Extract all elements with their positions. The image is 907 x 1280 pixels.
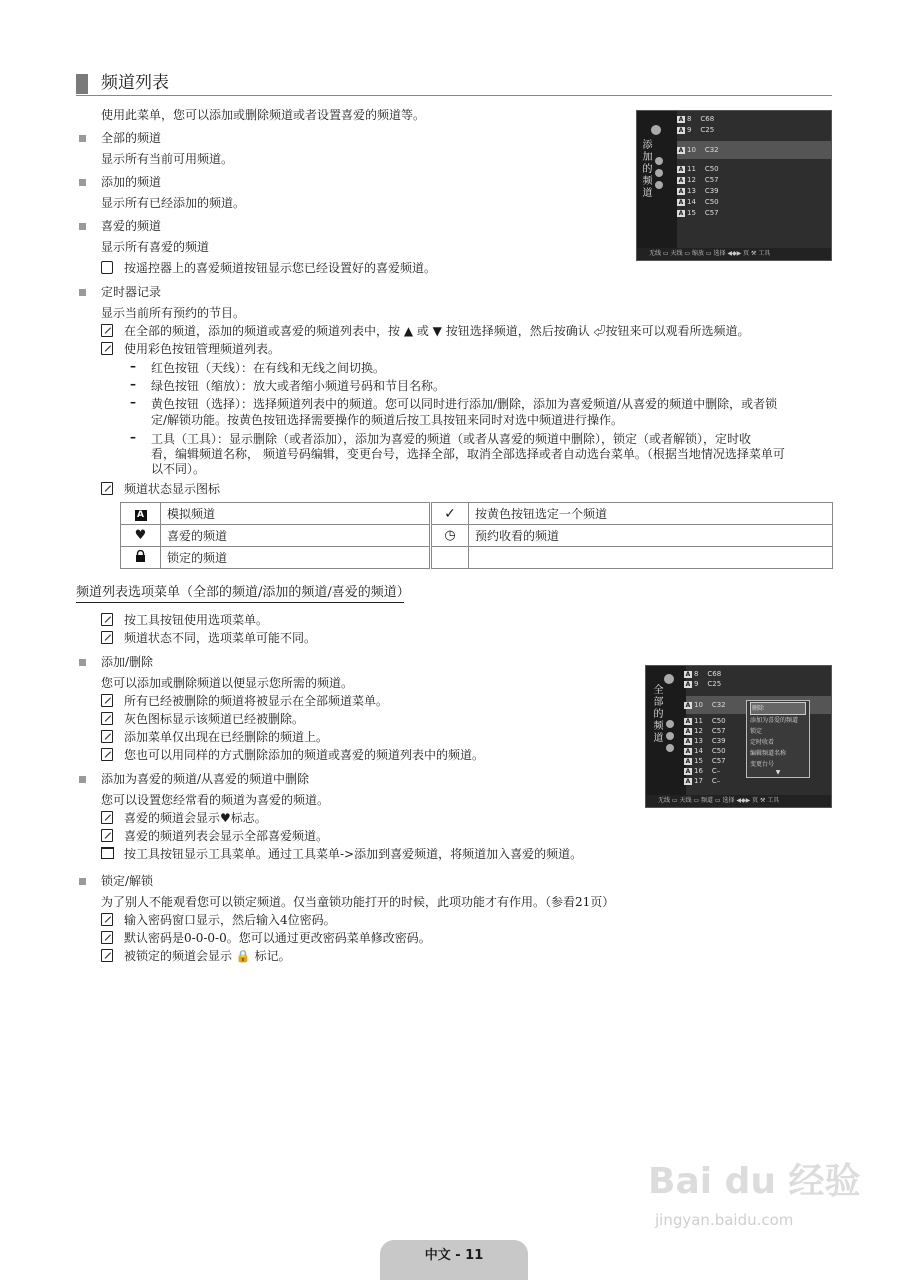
color-button-text: 定/解锁功能。按黄色按钮选择需要操作的频道后按工具按钮来同时对选中频道进行操作。 bbox=[151, 413, 624, 427]
note-text: 灰色图标显示该频道已经被删除。 bbox=[124, 712, 305, 726]
tools-icon bbox=[101, 847, 114, 859]
remote-icon bbox=[101, 261, 113, 274]
note-icon bbox=[101, 829, 113, 842]
color-button-text: 工具（工具）：显示删除（或者添加），添加为喜爱的频道（或者从喜爱的频道中删除），锁定（或者解锁），定时收 bbox=[151, 432, 752, 446]
note-text: 喜爱的频道会显示♥标志。 bbox=[124, 811, 267, 825]
color-button-text: 红色按钮（天线）：在有线和无线之间切换。 bbox=[151, 361, 386, 375]
options-heading: 频道列表选项菜单（全部的频道/添加的频道/喜爱的频道） bbox=[76, 585, 410, 600]
note-text: 被锁定的频道会显示 🔒 标记。 bbox=[124, 949, 291, 963]
menu-item[interactable]: 锁定 bbox=[750, 728, 763, 735]
tv-screen-all-channels bbox=[645, 665, 832, 808]
channel-row: A 8 C68 bbox=[685, 670, 722, 678]
item-title: 定时器记录 bbox=[101, 285, 162, 299]
note-icon bbox=[101, 730, 113, 743]
check-icon: ✓ bbox=[431, 503, 469, 525]
menu-item[interactable]: 定时收看 bbox=[750, 739, 775, 746]
tv-title: 添加的频道 bbox=[640, 139, 651, 199]
note-icon bbox=[101, 482, 113, 495]
color-button-text: 绿色按钮（缩放）：放大或者缩小频道号码和节目名称。 bbox=[151, 379, 446, 393]
table-row bbox=[121, 547, 833, 569]
channel-row: A 12 C57 bbox=[678, 176, 719, 184]
note-icon bbox=[101, 811, 113, 824]
channel-row: A 11 C50 bbox=[678, 165, 719, 173]
note-text: 您也可以用同样的方式删除添加的频道或喜爱的频道列表中的频道。 bbox=[124, 748, 485, 762]
table-row bbox=[121, 525, 833, 547]
note-icon bbox=[101, 712, 113, 725]
note-icon bbox=[101, 342, 113, 355]
item-title: 添加的频道 bbox=[101, 175, 162, 189]
channel-row: A 13 C39 bbox=[685, 737, 726, 745]
analog-icon: A bbox=[121, 503, 161, 525]
clock-icon bbox=[655, 181, 663, 189]
note-text: 按遥控器上的喜爱频道按钮显示您已经设置好的喜爱频道。 bbox=[124, 261, 437, 275]
tools-icon bbox=[666, 720, 674, 728]
section-rule bbox=[76, 95, 832, 96]
item-title: 添加为喜爱的频道/从喜爱的频道中删除 bbox=[101, 772, 310, 786]
dash-bullet: – bbox=[130, 359, 136, 373]
clock-icon bbox=[666, 744, 674, 752]
channel-row: A 15 C57 bbox=[685, 757, 726, 765]
empty-cell bbox=[431, 547, 469, 569]
note-text: 频道状态显示图标 bbox=[124, 482, 221, 496]
dash-bullet: – bbox=[130, 430, 136, 444]
antenna-icon bbox=[664, 674, 674, 684]
channel-row: A 10 C32 bbox=[685, 701, 726, 709]
channel-row: A 15 C57 bbox=[678, 209, 719, 217]
menu-item[interactable]: 删除 bbox=[750, 702, 806, 715]
note-text: 所有已经被删除的频道将被显示在全部频道菜单。 bbox=[124, 694, 389, 708]
intro-text: 使用此菜单，您可以添加或删除频道或者设置喜爱的频道等。 bbox=[101, 108, 426, 122]
status-label: 按黄色按钮选定一个频道 bbox=[469, 503, 833, 525]
item-desc: 显示所有已经添加的频道。 bbox=[101, 196, 246, 210]
color-button-text: 看，编辑频道名称， 频道号码编辑，变更台号，选择全部，取消全部选择或者自动选台菜单。（根据当地情况选择菜单可 bbox=[151, 447, 785, 461]
tv-screen-added-channels bbox=[636, 110, 832, 261]
note-icon bbox=[101, 324, 113, 337]
item-title: 喜爱的频道 bbox=[101, 219, 162, 233]
tools-popup-menu bbox=[746, 700, 810, 778]
item-title: 添加/删除 bbox=[101, 655, 154, 669]
color-button-text: 以不同）。 bbox=[151, 462, 206, 476]
options-heading-underline bbox=[76, 602, 404, 603]
channel-row: A 9 C25 bbox=[678, 126, 715, 134]
note-icon bbox=[101, 949, 113, 962]
item-desc: 显示所有当前可用频道。 bbox=[101, 152, 234, 166]
menu-item[interactable]: 添加为喜爱的频道 bbox=[750, 717, 799, 724]
item-desc: 您可以添加或删除频道以便显示您所需的频道。 bbox=[101, 676, 354, 690]
note-text: 喜爱的频道列表会显示全部喜爱频道。 bbox=[124, 829, 329, 843]
channel-row: A 17 C– bbox=[685, 777, 721, 785]
note-text: 使用彩色按钮管理频道列表。 bbox=[124, 342, 281, 356]
clock-icon: ◷ bbox=[431, 525, 469, 547]
table-row bbox=[121, 503, 833, 525]
note-icon bbox=[101, 913, 113, 926]
status-label: 喜爱的频道 bbox=[161, 525, 431, 547]
tv-title: 全部的频道 bbox=[651, 684, 662, 744]
note-icon bbox=[101, 631, 113, 644]
empty-cell bbox=[469, 547, 833, 569]
channel-row: A 14 C50 bbox=[685, 747, 726, 755]
channel-row: A 9 C25 bbox=[685, 680, 722, 688]
note-text: 按工具按钮显示工具菜单。通过工具菜单->添加到喜爱频道，将频道加入喜爱的频道。 bbox=[124, 847, 583, 861]
channel-row: A 16 C– bbox=[685, 767, 721, 775]
channel-row: A 13 C39 bbox=[678, 187, 719, 195]
note-text: 按工具按钮使用选项菜单。 bbox=[124, 613, 269, 627]
status-table bbox=[120, 502, 833, 569]
channel-row: A 11 C50 bbox=[685, 717, 726, 725]
heart-icon bbox=[655, 169, 663, 177]
note-text: 在全部的频道，添加的频道或喜爱的频道列表中，按 ▲ 或 ▼ 按钮选择频道，然后按确认 ⏎按钮来可以观看所选频道。 bbox=[124, 324, 750, 338]
note-icon bbox=[101, 694, 113, 707]
status-label: 锁定的频道 bbox=[161, 547, 431, 569]
item-title: 全部的频道 bbox=[101, 131, 162, 145]
channel-row: A 12 C57 bbox=[685, 727, 726, 735]
note-text: 默认密码是0-0-0-0。您可以通过更改密码菜单修改密码。 bbox=[124, 931, 431, 945]
chevron-down-icon: ▼ bbox=[775, 769, 781, 776]
note-icon bbox=[101, 931, 113, 944]
color-button-text: 黄色按钮（选择）：选择频道列表中的频道。您可以同时进行添加/删除，添加为喜爱频道/从喜爱的频道中删除，或者锁 bbox=[151, 397, 778, 411]
antenna-icon bbox=[651, 125, 661, 135]
channel-row: A 10 C32 bbox=[678, 146, 719, 154]
note-icon bbox=[101, 613, 113, 626]
item-title: 锁定/解锁 bbox=[101, 874, 154, 888]
note-text: 频道状态不同，选项菜单可能不同。 bbox=[124, 631, 317, 645]
channel-row: A 8 C68 bbox=[678, 115, 715, 123]
watermark-logo: Bai du 经验 bbox=[648, 1161, 861, 1202]
section-title: 频道列表 bbox=[101, 73, 169, 93]
tv-footer: 无线 ▭ 天线 ▭ 频道 ▭ 选择 ◀◆▶ 页 ⚒ 工具 bbox=[646, 795, 831, 807]
page-number: 中文 - 11 bbox=[424, 1248, 484, 1263]
channel-row: A 14 C50 bbox=[678, 198, 719, 206]
watermark-url: jingyan.baidu.com bbox=[655, 1211, 794, 1229]
status-label: 模拟频道 bbox=[161, 503, 431, 525]
lock-icon bbox=[121, 547, 161, 569]
heart-icon: ♥ bbox=[121, 525, 161, 547]
note-text: 输入密码窗口显示，然后输入4位密码。 bbox=[124, 913, 336, 927]
menu-item[interactable]: 编辑频道名称 bbox=[750, 750, 787, 757]
item-desc: 您可以设置您经常看的频道为喜爱的频道。 bbox=[101, 793, 330, 807]
note-text: 添加菜单仅出现在已经删除的频道上。 bbox=[124, 730, 329, 744]
menu-item[interactable]: 变更台号 bbox=[750, 761, 775, 768]
tv-footer: 无线 ▭ 天线 ▭ 缩放 ▭ 选择 ◀◆▶ 页 ⚒ 工具 bbox=[637, 248, 831, 260]
item-desc: 为了别人不能观看您可以锁定频道。仅当童锁功能打开的时候，此项功能才有作用。（参看21页） bbox=[101, 895, 615, 909]
dash-bullet: – bbox=[130, 395, 136, 409]
note-icon bbox=[101, 748, 113, 761]
section-header-bar bbox=[76, 74, 88, 94]
dash-bullet: – bbox=[130, 377, 136, 391]
status-label: 预约收看的频道 bbox=[469, 525, 833, 547]
item-desc: 显示所有喜爱的频道 bbox=[101, 240, 210, 254]
heart-icon bbox=[666, 732, 674, 740]
tools-icon bbox=[655, 157, 663, 165]
item-desc: 显示当前所有预约的节目。 bbox=[101, 306, 246, 320]
